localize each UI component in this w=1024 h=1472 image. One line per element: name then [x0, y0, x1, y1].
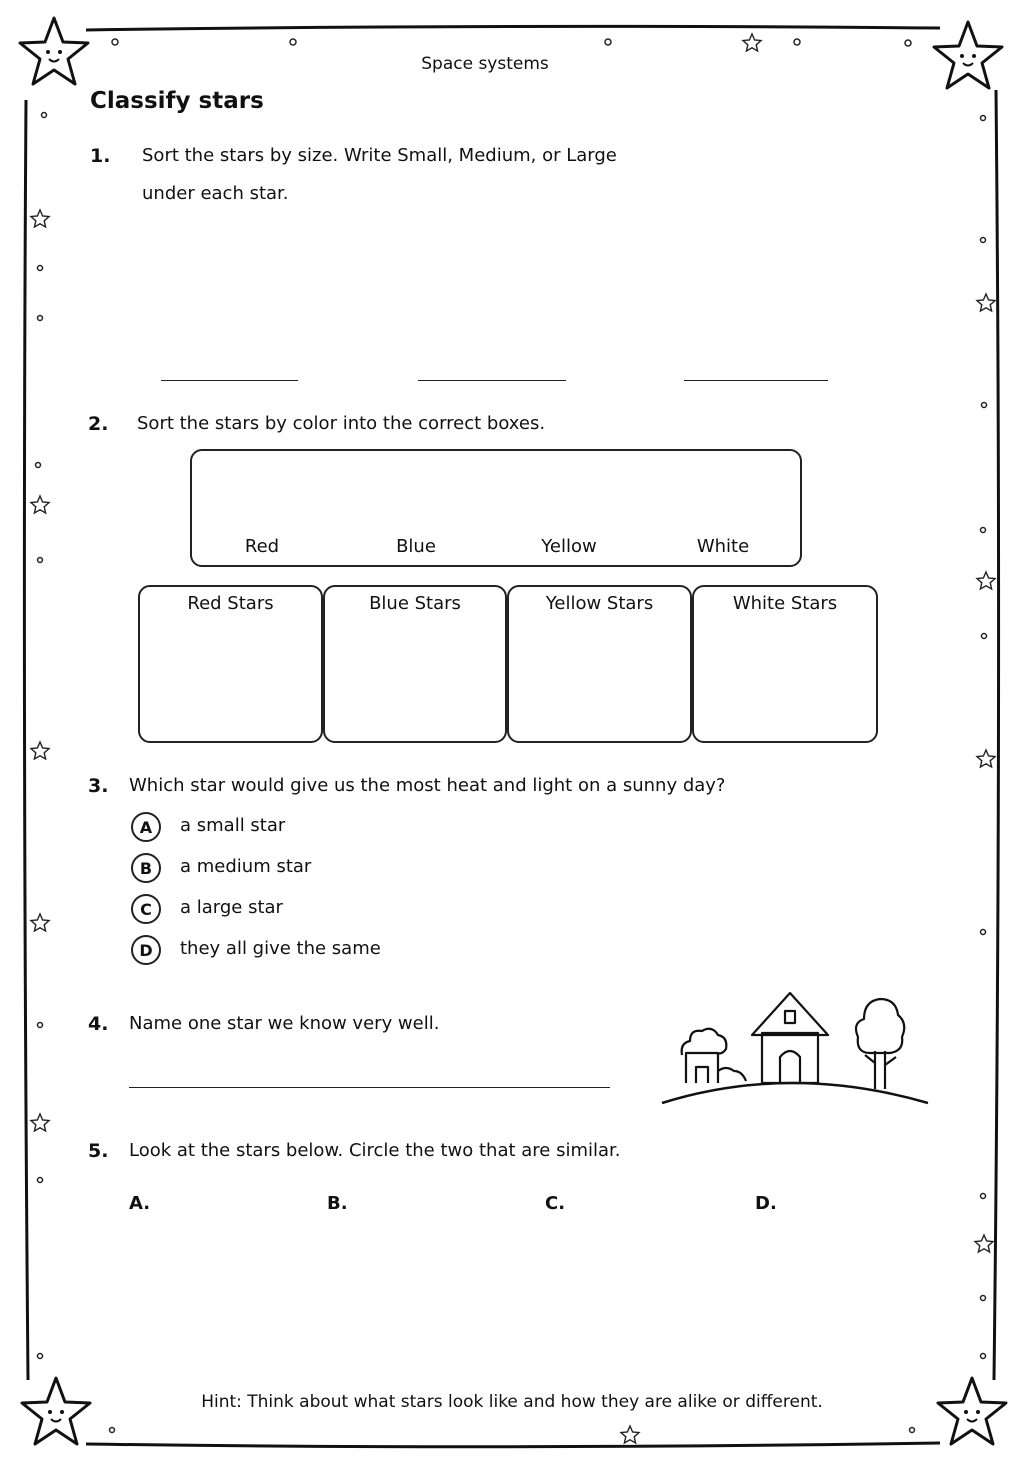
question-4-text: Name one star we know very well. [129, 1013, 440, 1034]
question-3-number: 3. [88, 775, 109, 797]
sort-box-white-title: White Stars [732, 593, 838, 614]
star-choice-c-label: C. [545, 1193, 566, 1214]
star-label-yellow: Yellow [541, 536, 597, 557]
size-answer-line-3[interactable] [684, 380, 828, 381]
question-3-text: Which star would give us the most heat and light on a sunny day? [129, 775, 726, 796]
option-d-bubble[interactable]: D [131, 935, 161, 965]
house-icon [752, 993, 828, 1083]
page-title: Classify stars [90, 88, 264, 114]
star-name-answer-line[interactable] [129, 1087, 610, 1088]
question-5-number: 5. [88, 1140, 109, 1162]
question-5-text: Look at the stars below. Circle the two that are similar. [129, 1140, 621, 1161]
star-label-blue: Blue [396, 536, 436, 557]
hint-text: Hint: Think about what stars look like and how they are alike or different. [201, 1392, 823, 1412]
option-a-text: a small star [180, 815, 286, 836]
question-4-number: 4. [88, 1013, 109, 1035]
star-choice-d-label: D. [755, 1193, 777, 1214]
size-answer-line-1[interactable] [161, 380, 298, 381]
option-a-bubble[interactable]: A [131, 812, 161, 842]
sort-box-yellow-title: Yellow Stars [545, 593, 654, 614]
star-label-red: Red [244, 536, 280, 557]
tree-icon [856, 999, 904, 1089]
question-2-number: 2. [88, 413, 109, 435]
subject-header: Space systems [421, 54, 549, 74]
option-b-text: a medium star [180, 856, 312, 877]
option-c-text: a large star [180, 897, 283, 918]
question-1-text-cont: under each star. [142, 183, 289, 204]
question-2-text: Sort the stars by color into the correct boxes. [137, 413, 546, 434]
option-b-bubble[interactable]: B [131, 853, 161, 883]
sort-box-red-title: Red Stars [187, 593, 274, 614]
question-1-text: Sort the stars by size. Write Small, Medium, or Large [142, 145, 617, 166]
option-c-bubble[interactable]: C [131, 894, 161, 924]
house-and-tree-scene [660, 985, 930, 1107]
size-answer-line-2[interactable] [418, 380, 566, 381]
star-label-white: White [696, 536, 750, 557]
star-choice-a-label: A. [129, 1193, 151, 1214]
star-face-icon [932, 1374, 1012, 1454]
option-d-text: they all give the same [180, 938, 381, 959]
star-choice-b-label: B. [327, 1193, 348, 1214]
question-1-number: 1. [90, 145, 111, 167]
sort-box-blue-title: Blue Stars [369, 593, 461, 614]
star-face-icon [16, 1374, 96, 1454]
